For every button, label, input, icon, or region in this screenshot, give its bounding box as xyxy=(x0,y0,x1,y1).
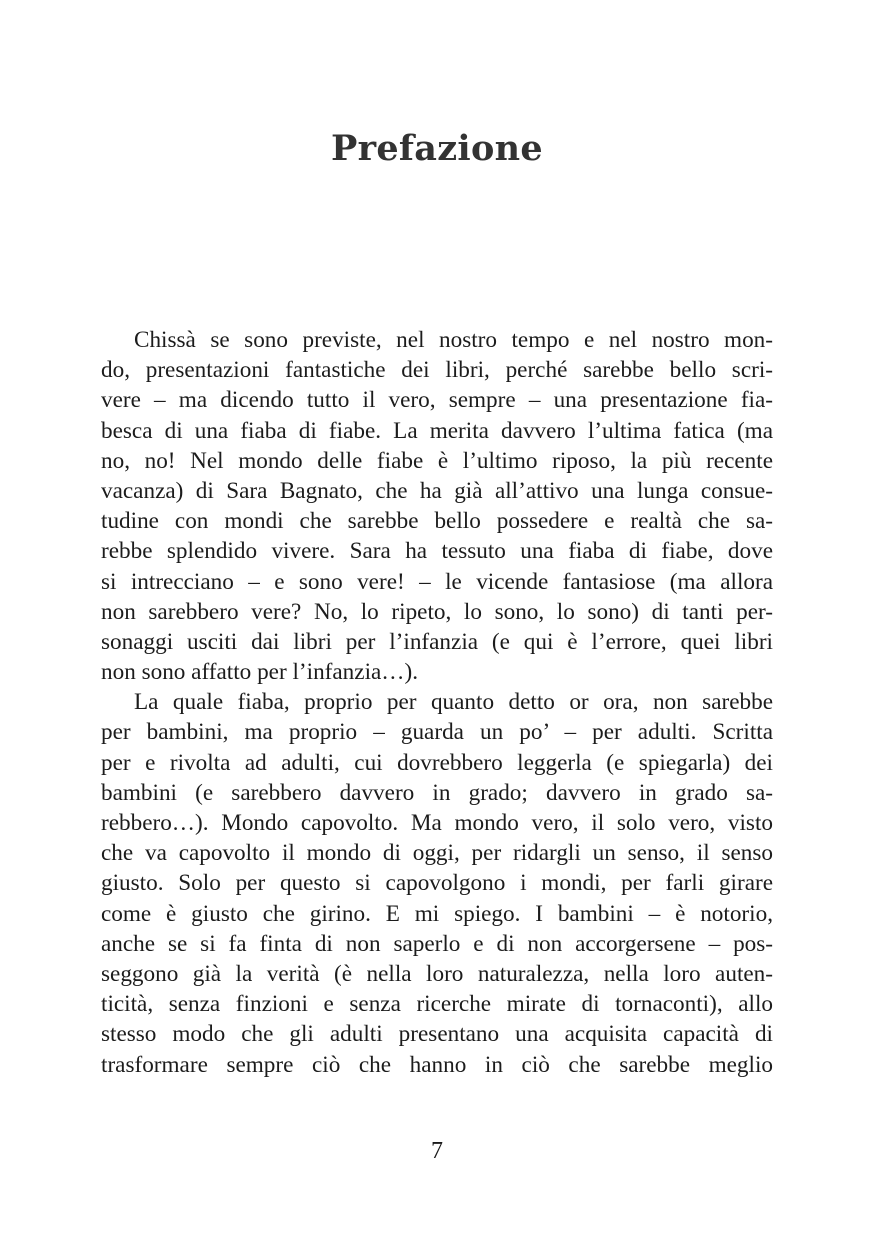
text-line: bambini (e sarebbero davvero in grado; davvero in grado sa- xyxy=(101,779,773,806)
text-line: non sono affatto per l’infanzia…). xyxy=(101,659,419,686)
text-line: come è giusto che girino. E mi spiego. I bambini – è notorio, xyxy=(101,900,773,927)
preface-body xyxy=(101,325,773,1080)
text-line: Chissà se sono previste, nel nostro tempo e nel nostro mon- xyxy=(134,327,773,353)
text-line: La quale fiaba, proprio per quanto detto or ora, non sarebbe xyxy=(134,689,773,716)
text-line: seggono già la verità (è nella loro naturalezza, nella loro auten- xyxy=(101,960,773,987)
text-line: vere – ma dicendo tutto il vero, sempre – una presentazione fia- xyxy=(101,387,773,414)
text-line: non sarebbero vere? No, lo ripeto, lo sono, lo sono) di tanti per- xyxy=(101,598,773,625)
page-number: 7 xyxy=(431,1138,443,1164)
text-line: stesso modo che gli adulti presentano una acquisita capacità di xyxy=(101,1021,773,1048)
text-line: trasformare sempre ciò che hanno in ciò che sarebbe meglio xyxy=(101,1051,773,1078)
text-line: besca di una fiaba di fiabe. La merita davvero l’ultima fatica (ma xyxy=(101,417,773,444)
paragraph-1 xyxy=(101,325,773,687)
text-line: si intrecciano – e sono vere! – le vicende fantasiose (ma allora xyxy=(101,568,773,595)
paragraph-2 xyxy=(101,687,773,1079)
text-line: rebbero…). Mondo capovolto. Ma mondo vero, il solo vero, visto xyxy=(101,810,773,836)
text-line: do, presentazioni fantastiche dei libri, perché sarebbe bello scri- xyxy=(101,357,773,384)
text-line: per e rivolta ad adulti, cui dovrebbero leggerla (e spiegarla) dei xyxy=(101,749,773,776)
text-line: vacanza) di Sara Bagnato, che ha già all’attivo una lunga consue- xyxy=(101,477,773,504)
text-line: rebbe splendido vivere. Sara ha tessuto una fiaba di fiabe, dove xyxy=(101,538,773,565)
text-line: ticità, senza finzioni e senza ricerche mirate di tornaconti), allo xyxy=(101,991,773,1018)
text-line: sonaggi usciti dai libri per l’infanzia (e qui è l’errore, quei libri xyxy=(101,628,773,655)
text-line: giusto. Solo per questo si capovolgono i mondi, per farli girare xyxy=(101,870,773,897)
text-line: che va capovolto il mondo di oggi, per ridargli un senso, il senso xyxy=(101,840,773,867)
text-line: tudine con mondi che sarebbe bello possedere e realtà che sa- xyxy=(101,508,773,535)
text-line: per bambini, ma proprio – guarda un po’ – per adulti. Scritta xyxy=(101,719,773,746)
chapter-title: Prefazione xyxy=(331,128,543,169)
text-line: anche se si fa finta di non saperlo e di non accorgersene – pos- xyxy=(101,930,773,957)
text-line: no, no! Nel mondo delle fiabe è l’ultimo riposo, la più recente xyxy=(101,447,773,474)
